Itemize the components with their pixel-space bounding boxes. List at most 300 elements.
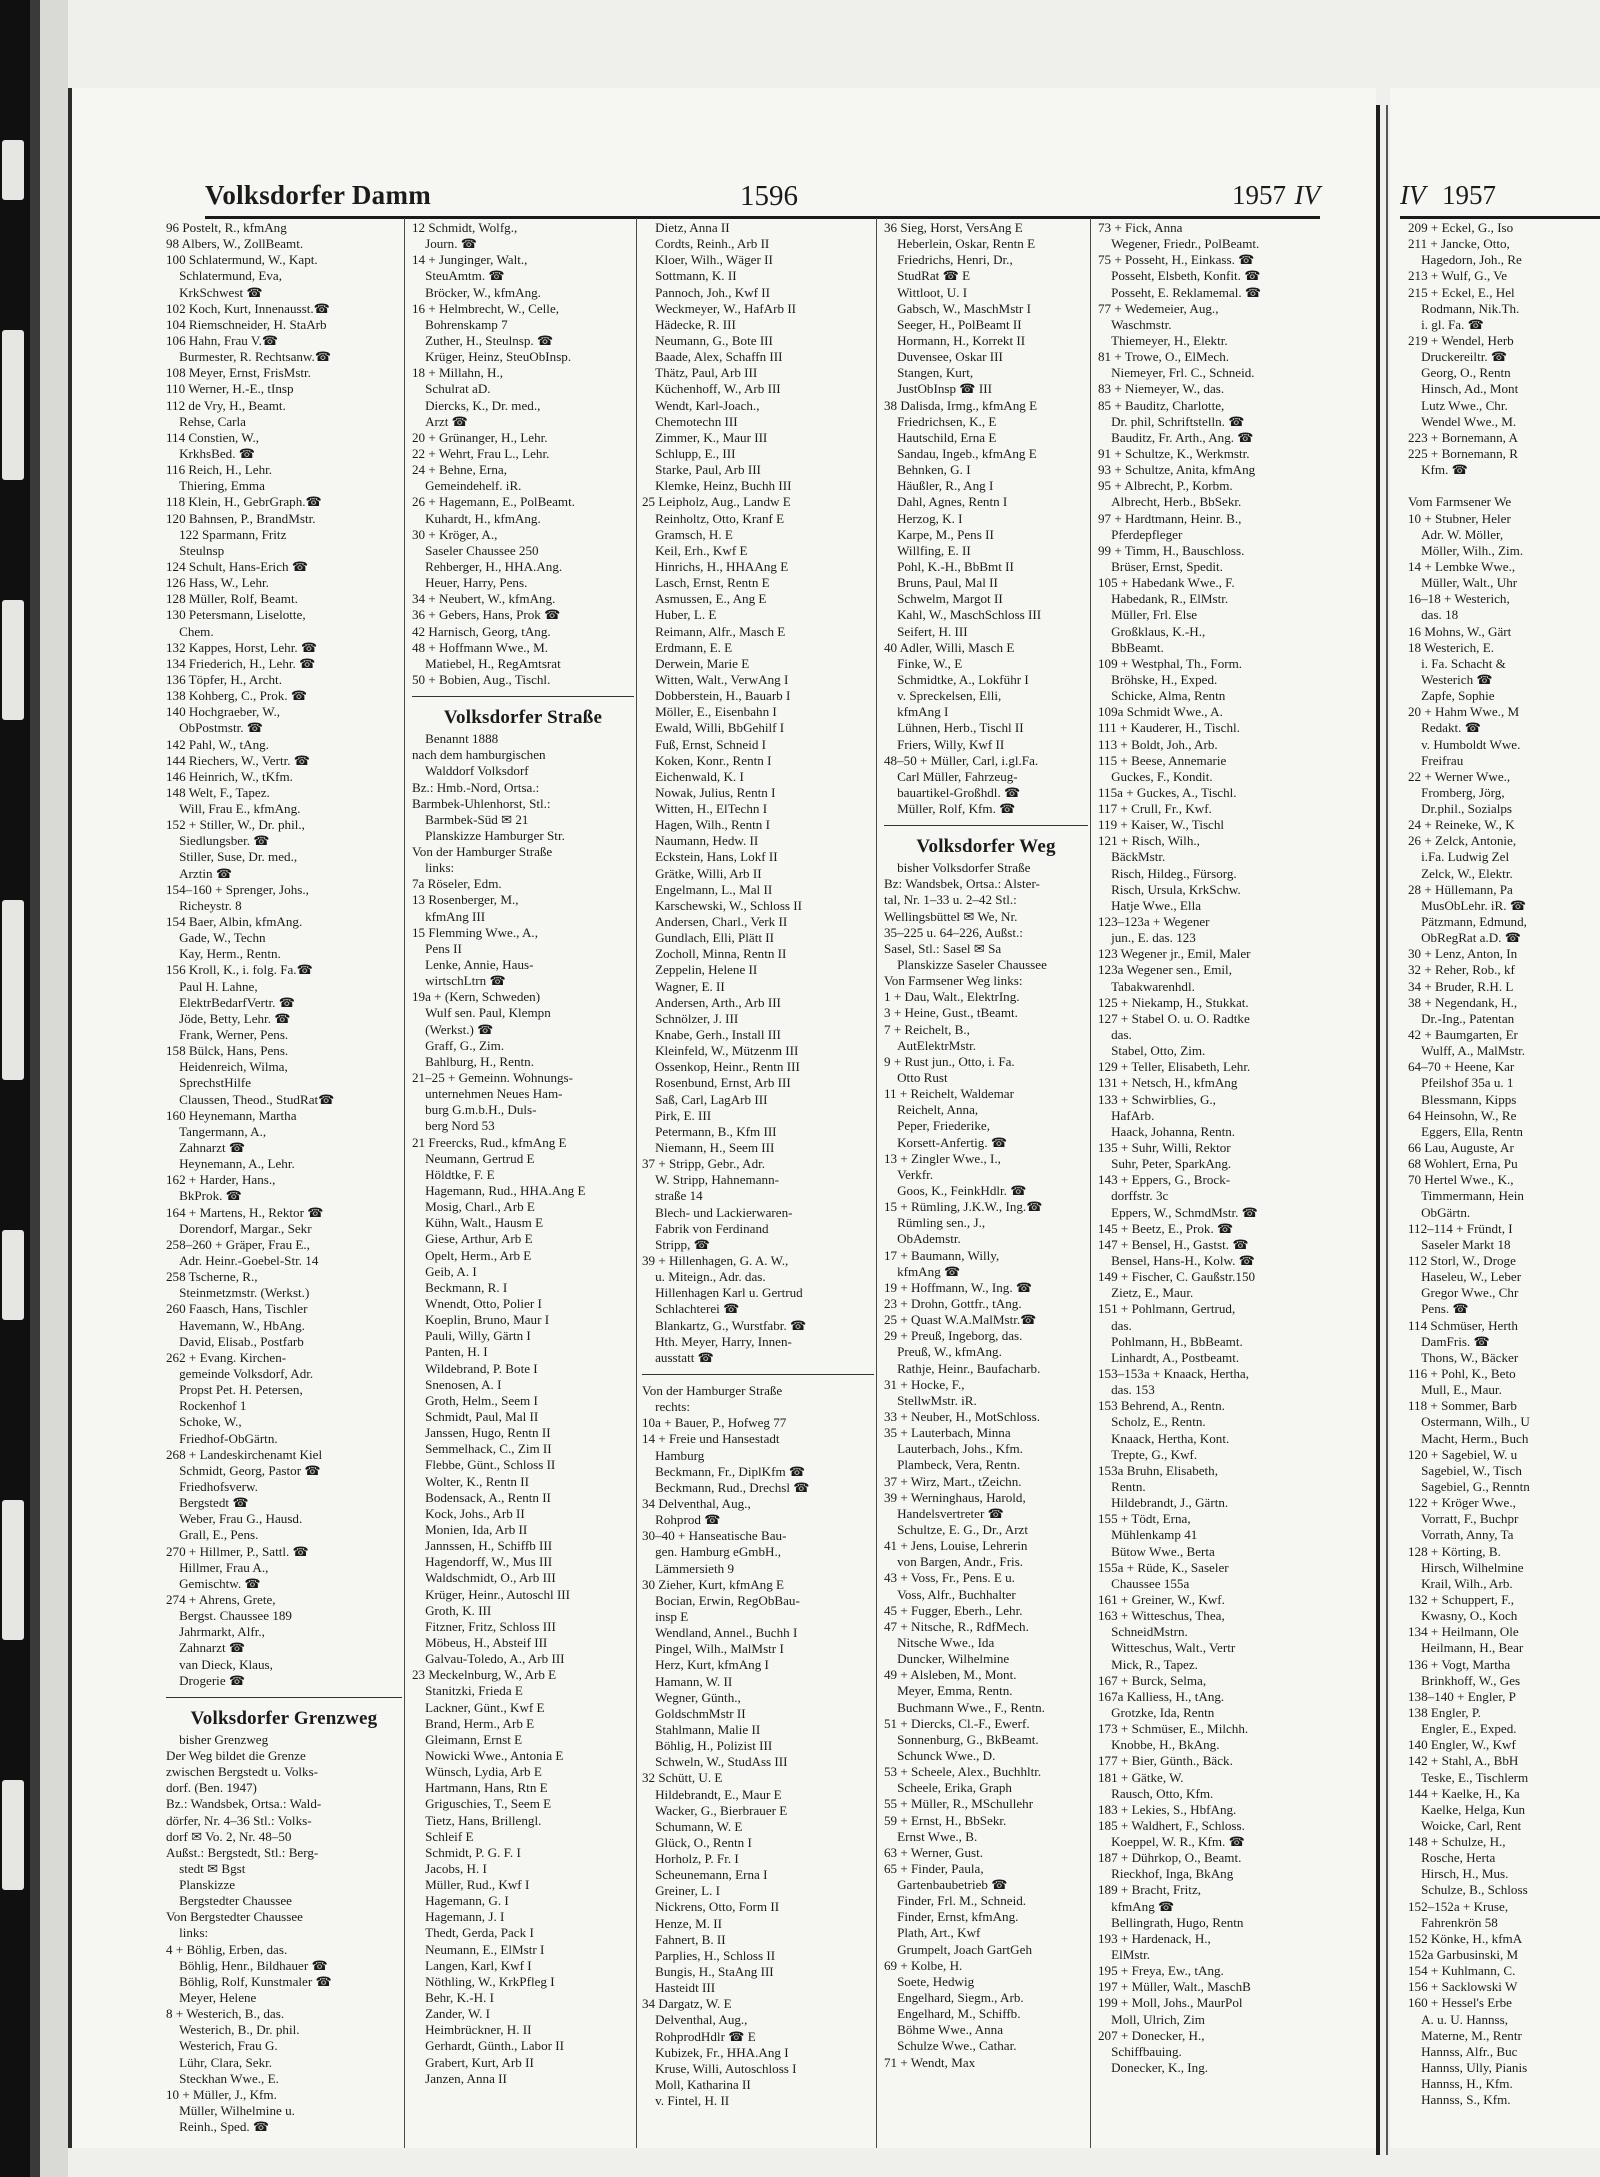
- list-entry: Trepte, G., Kwf.: [1098, 1446, 1198, 1462]
- list-entry: Mosig, Charl., Arb E: [412, 1199, 535, 1215]
- list-entry: 155 + Tödt, Erna,: [1098, 1511, 1191, 1527]
- list-entry: Meyer, Helene: [166, 1990, 257, 2006]
- list-entry: Vorratt, F., Buchpr: [1408, 1511, 1519, 1527]
- list-entry: Hasteidt III: [642, 1980, 716, 1996]
- list-entry: Tangermann, A.,: [166, 1123, 267, 1139]
- list-entry: Flebbe, Günt., Schloss II: [412, 1457, 556, 1473]
- list-entry: 152 Könke, H., kfmA: [1408, 1930, 1523, 1946]
- list-entry: DamFris. ☎: [1408, 1333, 1490, 1349]
- list-entry: 120 + Sagebiel, W. u: [1408, 1446, 1518, 1462]
- list-entry: Propst Pet. H. Petersen,: [166, 1382, 303, 1398]
- list-entry: Pfeilshof 35a u. 1: [1408, 1075, 1514, 1091]
- list-entry: Stiller, Suse, Dr. med.,: [166, 849, 298, 865]
- list-entry: Fahrenkrön 58: [1408, 1914, 1498, 1930]
- list-entry: 50 + Bobien, Aug., Tischl.: [412, 671, 551, 687]
- list-entry: Groth, K. III: [412, 1602, 492, 1618]
- list-entry: Finder, Ernst, kfmAng.: [884, 1909, 1019, 1925]
- list-entry: Nowicki Wwe., Antonia E: [412, 1747, 564, 1763]
- list-entry: links:: [166, 1925, 209, 1941]
- list-entry: Karpe, M., Pens II: [884, 526, 994, 542]
- list-entry: Chemotechn III: [642, 413, 738, 429]
- list-entry: 28 + Hüllemann, Pa: [1408, 881, 1513, 897]
- list-entry: 143 + Eppers, G., Brock-: [1098, 1172, 1231, 1188]
- list-entry: Friedhofsverw.: [166, 1478, 258, 1494]
- list-entry: Schmidt, Georg, Pastor ☎: [166, 1462, 321, 1478]
- list-entry: Rathje, Heinr., Baufacharb.: [884, 1360, 1041, 1376]
- list-entry: Blankartz, G., Wurstfabr. ☎: [642, 1317, 807, 1333]
- list-entry: Lackner, Günt., Kwf E: [412, 1699, 545, 1715]
- list-entry: 15 + Rümling, J.K.W., Ing.☎: [884, 1199, 1043, 1215]
- page-header: [205, 172, 1320, 219]
- list-entry: 24 + Behne, Erna,: [412, 462, 508, 478]
- list-entry: Thiemeyer, H., Elektr.: [1098, 332, 1228, 348]
- list-entry: Schulze Wwe., Cathar.: [884, 2038, 1017, 2054]
- list-entry: Wnendt, Otto, Polier I: [412, 1296, 542, 1311]
- list-entry: Albrecht, Herb., BbSekr.: [1098, 494, 1242, 510]
- list-entry: Bocian, Erwin, RegObBau-: [642, 1592, 800, 1608]
- list-entry: Benannt 1888: [412, 731, 499, 747]
- list-entry: 85 + Bauditz, Charlotte,: [1098, 397, 1225, 413]
- list-entry: Pens. ☎: [1408, 1301, 1469, 1317]
- list-entry: Stabel, Otto, Zim.: [1098, 1043, 1206, 1059]
- list-entry: 134 Friederich, H., Lehr. ☎: [166, 655, 316, 671]
- list-entry: Druckereiltr. ☎: [1408, 349, 1508, 365]
- list-entry: Behnken, G. I: [884, 462, 971, 478]
- list-entry: David, Elisab., Postfarb: [166, 1333, 304, 1349]
- list-entry: Lauterbach, Johs., Kfm.: [884, 1441, 1023, 1457]
- list-entry: Bellingrath, Hugo, Rentn: [1098, 1914, 1244, 1930]
- list-entry: 95 + Albrecht, P., Korbm.: [1098, 478, 1233, 494]
- list-entry: Horholz, P. Fr. I: [642, 1851, 739, 1867]
- list-entry: 43 + Voss, Fr., Pens. E u.: [884, 1570, 1015, 1586]
- list-entry: 51 + Diercks, Cl.-F., Ewerf.: [884, 1715, 1030, 1731]
- list-entry: 113 + Boldt, Joh., Arb.: [1098, 736, 1218, 752]
- list-entry: Seeger, H., PolBeamt II: [884, 316, 1022, 332]
- list-entry: Gemischtw. ☎: [166, 1575, 261, 1591]
- list-entry: Barmbek-Süd ✉ 21: [412, 811, 529, 827]
- list-entry: Heimbrückner, H. II: [412, 2022, 532, 2038]
- list-entry: 20 + Hahm Wwe., M: [1408, 704, 1520, 720]
- list-entry: Soete, Hedwig: [884, 1973, 975, 1989]
- list-entry: Hartmann, Hans, Rtn E: [412, 1780, 548, 1796]
- list-entry: Arztin ☎: [166, 865, 233, 881]
- list-entry: Hildebrandt, J., Gärtn.: [1098, 1495, 1229, 1511]
- list-entry: Zahnarzt ☎: [166, 1640, 246, 1656]
- list-entry: rechts:: [642, 1399, 690, 1415]
- list-entry: Korsett-Anfertig. ☎: [884, 1134, 1008, 1150]
- list-entry: 110 Werner, H.-E., tInsp: [166, 381, 294, 397]
- list-entry: u. Miteign., Adr. das.: [642, 1269, 766, 1285]
- list-entry: Nitsche Wwe., Ida: [884, 1634, 995, 1650]
- list-entry: Moll, Katharina II: [642, 2077, 751, 2093]
- list-entry: Schmidt, Paul, Mal II: [412, 1408, 539, 1424]
- list-entry: 26 + Hagemann, E., PolBeamt.: [412, 494, 576, 510]
- list-entry: Heidenreich, Wilma,: [166, 1059, 288, 1075]
- section-title: Volksdorfer Grenzweg: [190, 1707, 378, 1729]
- list-entry: ObRegRat a.D. ☎: [1408, 930, 1522, 946]
- list-entry: Claussen, Theod., StudRat☎: [166, 1091, 335, 1107]
- list-entry: Teske, E., Tischlerm: [1408, 1769, 1529, 1785]
- list-entry: bauartikel-Großhdl. ☎: [884, 784, 1021, 800]
- column-divider: [404, 218, 405, 2148]
- list-entry: 258 Tscherne, R.,: [166, 1269, 258, 1285]
- list-entry: Möller, E., Eisenbahn I: [642, 704, 777, 720]
- list-entry: Rausch, Otto, Kfm.: [1098, 1785, 1214, 1801]
- list-entry: RohprodHdlr ☎ E: [642, 2028, 756, 2044]
- list-entry: 30 + Kröger, A.,: [412, 526, 498, 542]
- list-entry: Wünsch, Lydia, Arb E: [412, 1764, 542, 1780]
- list-entry: Ernst Wwe., B.: [884, 1828, 978, 1844]
- list-entry: 35 + Lauterbach, Minna: [884, 1425, 1011, 1441]
- column-1: [166, 220, 402, 2150]
- list-entry: Posseht, Elsbeth, Konfit. ☎: [1098, 268, 1261, 284]
- list-entry: 99 + Timm, H., Bauschloss.: [1098, 542, 1245, 558]
- list-entry: 48–50 + Müller, Carl, i.gl.Fa.: [884, 752, 1039, 768]
- list-entry: Vorrath, Anny, Ta: [1408, 1527, 1514, 1543]
- list-entry: Hamburg: [642, 1447, 705, 1463]
- list-entry: SchneidMstrn.: [1098, 1624, 1188, 1640]
- list-entry: Handelsvertreter ☎: [884, 1505, 1004, 1521]
- section-separator: [884, 817, 1088, 826]
- list-entry: Steckhan Wwe., E.: [166, 2070, 279, 2086]
- list-entry: Pannoch, Joh., Kwf II: [642, 284, 771, 300]
- list-entry: gen. Hamburg eGmbH.,: [642, 1544, 782, 1560]
- list-entry: 70 Hertel Wwe., K.,: [1408, 1172, 1514, 1188]
- list-entry: 153–153a + Knaack, Hertha,: [1098, 1365, 1250, 1381]
- list-entry: 49 + Alsleben, M., Mont.: [884, 1667, 1017, 1683]
- list-entry: Schlupp, E., III: [642, 445, 736, 461]
- list-entry: Keil, Erh., Kwf E: [642, 542, 748, 558]
- list-entry: Cordts, Reinh., Arb II: [642, 236, 770, 252]
- list-entry: Engelmann, L., Mal II: [642, 881, 773, 897]
- list-entry: 152a Garbusinski, M: [1408, 1947, 1519, 1963]
- list-entry: Neumann, G., Bote III: [642, 332, 773, 348]
- list-entry: Böhlig, Rolf, Kunstmaler ☎: [166, 1973, 332, 1989]
- list-entry: 21 Freercks, Rud., kfmAng E: [412, 1134, 567, 1150]
- list-entry: Wellingsbüttel ✉ We, Nr.: [884, 908, 1018, 924]
- list-entry: Friedrichs, Henri, Dr.,: [884, 252, 1013, 268]
- list-entry: Starke, Paul, Arb III: [642, 462, 761, 478]
- list-entry: 132 Kappes, Horst, Lehr. ☎: [166, 639, 318, 655]
- list-entry: Wolter, K., Rentn II: [412, 1473, 529, 1489]
- list-entry: Heberlein, Oskar, Rentn E: [884, 236, 1036, 252]
- list-entry: Lutz Wwe., Chr.: [1408, 397, 1508, 413]
- list-entry: 262 + Evang. Kirchen-: [166, 1349, 287, 1365]
- list-entry: Havemann, W., HbAng.: [166, 1317, 305, 1333]
- list-entry: Richeystr. 8: [166, 897, 242, 913]
- list-entry: 102 Koch, Kurt, Innenausst.☎: [166, 300, 330, 316]
- list-entry: Krail, Wilh., Arb.: [1408, 1575, 1513, 1591]
- list-entry: 199 + Moll, Johs., MaurPol: [1098, 1995, 1243, 2011]
- list-entry: Fromberg, Jörg,: [1408, 784, 1505, 800]
- list-entry: Paul H. Lahne,: [166, 978, 258, 994]
- list-entry: 167a Kalliess, H., tAng.: [1098, 1688, 1225, 1704]
- list-entry: Stanitzki, Frieda E: [412, 1683, 523, 1699]
- list-entry: 114 Constien, W.,: [166, 429, 259, 445]
- list-entry: Thedt, Gerda, Pack I: [412, 1925, 534, 1941]
- list-entry: 26 + Zelck, Antonie,: [1408, 833, 1517, 849]
- list-entry: von Bargen, Andr., Fris.: [884, 1554, 1024, 1570]
- list-entry: Arzt ☎: [412, 413, 468, 429]
- list-entry: 146 Heinrich, W., tKfm.: [166, 768, 293, 784]
- list-entry: Materne, M., Rentr: [1408, 2027, 1522, 2043]
- list-entry: Finke, W., E: [884, 655, 963, 671]
- list-entry: 154 + Kuhlmann, C.: [1408, 1963, 1516, 1979]
- list-entry: Gundlach, Elli, Plätt II: [642, 930, 775, 946]
- list-entry: Schicke, Alma, Rentn: [1098, 688, 1226, 704]
- list-entry: ObAdemstr.: [884, 1231, 961, 1247]
- list-entry: 81 + Trowe, O., ElMech.: [1098, 349, 1230, 365]
- list-entry: Schumann, W. E: [642, 1818, 743, 1834]
- list-entry: Rehse, Carla: [166, 413, 246, 429]
- section-separator: [412, 688, 634, 697]
- list-entry: 22 + Wehrt, Frau L., Lehr.: [412, 445, 550, 461]
- list-entry: 53 + Scheele, Alex., Buchhltr.: [884, 1764, 1042, 1780]
- list-entry: Hannss, H., Kfm.: [1408, 2076, 1513, 2092]
- list-entry: 18 Westerich, E.: [1408, 639, 1494, 655]
- list-entry: Kubizek, Fr., HHA.Ang I: [642, 2044, 789, 2060]
- list-entry: 20 + Grünanger, H., Lehr.: [412, 429, 548, 445]
- list-entry: Eppers, W., SchmdMstr. ☎: [1098, 1204, 1258, 1220]
- list-entry: 75 + Posseht, H., Einkass. ☎: [1098, 252, 1255, 268]
- list-entry: Kaelke, Helga, Kun: [1408, 1801, 1526, 1817]
- list-entry: Fitzner, Fritz, Schloss III: [412, 1618, 556, 1634]
- list-entry: Bergstedter Chaussee: [166, 1893, 292, 1909]
- list-entry: Sandau, Ingeb., kfmAng E: [884, 445, 1037, 461]
- list-entry: Hagemann, Rud., HHA.Ang E: [412, 1183, 586, 1199]
- list-entry: 274 + Ahrens, Grete,: [166, 1591, 276, 1607]
- list-entry: zwischen Bergstedt u. Volks-: [166, 1764, 319, 1780]
- list-entry: Hannss, S., Kfm.: [1408, 2092, 1511, 2108]
- list-entry: Hillmer, Frau A.,: [166, 1559, 269, 1575]
- list-entry: 11 + Reichelt, Waldemar: [884, 1086, 1014, 1102]
- list-entry: Greiner, L. I: [642, 1883, 721, 1899]
- list-entry: Griguschies, T., Seem E: [412, 1796, 552, 1812]
- list-entry: Schwelm, Margot II: [884, 591, 1003, 607]
- list-entry: 109a Schmidt Wwe., A.: [1098, 704, 1223, 720]
- list-entry: Hagemann, G. I: [412, 1893, 509, 1909]
- list-entry: tal, Nr. 1–33 u. 2–42 Stl.:: [884, 892, 1017, 908]
- list-entry: Pohlmann, H., BbBeamt.: [1098, 1333, 1243, 1349]
- list-entry: StellwMstr. iR.: [884, 1392, 977, 1408]
- list-entry: Janssen, Hugo, Rentn II: [412, 1425, 551, 1441]
- list-entry: Thiering, Emma: [166, 478, 265, 494]
- list-entry: Der Weg bildet die Grenze: [166, 1747, 306, 1763]
- list-entry: Großklaus, K.-H.,: [1098, 623, 1206, 639]
- list-entry: Adr. Heinr.-Goebel-Str. 14: [166, 1253, 319, 1268]
- list-entry: Müller, Rolf, Kfm. ☎: [884, 801, 1016, 817]
- list-entry: Rockenhof 1: [166, 1398, 247, 1414]
- list-entry: ObGärtn.: [1408, 1204, 1471, 1220]
- list-entry: Pferdepfleger: [1098, 526, 1183, 542]
- list-entry: 30–40 + Hanseatische Bau-: [642, 1528, 787, 1544]
- list-entry: Mick, R., Tapez.: [1098, 1656, 1198, 1672]
- list-entry: 21–25 + Gemeinn. Wohnungs-: [412, 1070, 574, 1086]
- list-entry: Sasel, Stl.: Sasel ✉ Sa: [884, 940, 1002, 956]
- list-entry: ausstatt ☎: [642, 1349, 714, 1365]
- list-entry: Hautschild, Erna E: [884, 429, 997, 445]
- list-entry: Geib, A. I: [412, 1263, 477, 1279]
- column-6: [1408, 220, 1600, 2150]
- list-entry: Frank, Werner, Pens.: [166, 1027, 289, 1043]
- list-entry: 152–152a + Kruse,: [1408, 1898, 1509, 1914]
- list-entry: Voss, Alfr., Buchhalter: [884, 1586, 1016, 1602]
- col2-lines: [412, 220, 634, 688]
- list-entry: 147 + Bensel, H., Gastst. ☎: [1098, 1236, 1249, 1252]
- list-entry: Bütow Wwe., Berta: [1098, 1543, 1215, 1559]
- list-entry: 39 + Hillenhagen, G. A. W.,: [642, 1253, 789, 1268]
- list-entry: Scholz, E., Rentn.: [1098, 1414, 1206, 1430]
- list-entry: Karschewski, W., Schloss II: [642, 897, 803, 913]
- list-entry: Heynemann, A., Lehr.: [166, 1156, 295, 1172]
- list-entry: Jacobs, H. I: [412, 1860, 487, 1876]
- list-entry: Hatje Wwe., Ella: [1098, 897, 1202, 913]
- list-entry: 23 + Drohn, Gottfr., tAng.: [884, 1296, 1022, 1311]
- list-entry: 128 Müller, Rolf, Beamt.: [166, 591, 298, 607]
- list-entry: 132 + Schuppert, F.,: [1408, 1591, 1514, 1607]
- list-entry: v. Spreckelsen, Elli,: [884, 688, 1002, 704]
- list-entry: Dr.-Ing., Patentan: [1408, 1010, 1515, 1026]
- list-entry: Diercks, K., Dr. med.,: [412, 397, 541, 413]
- list-entry: Müller, Frl. Else: [1098, 607, 1198, 623]
- list-entry: Seifert, H. III: [884, 623, 968, 639]
- list-entry: Wacker, G., Bierbrauer E: [642, 1802, 788, 1818]
- list-entry: Niemann, H., Seem III: [642, 1140, 775, 1156]
- col4-lines: [884, 220, 1088, 817]
- list-entry: Kruse, Willi, Autoschloss I: [642, 2060, 797, 2076]
- list-entry: 112–114 + Fründt, I: [1408, 1220, 1513, 1236]
- list-entry: Stripp, ☎: [642, 1236, 710, 1252]
- list-entry: Plambeck, Vera, Rentn.: [884, 1457, 1021, 1473]
- list-entry: 19 + Hoffmann, W., Ing. ☎: [884, 1279, 1033, 1295]
- scan-edge: [0, 0, 68, 2177]
- list-entry: 10 + Stubner, Heler: [1408, 510, 1511, 526]
- list-entry: Dorendorf, Margar., Sekr: [166, 1220, 312, 1236]
- list-entry: 38 + Negendank, H.,: [1408, 994, 1518, 1010]
- list-entry: Zocholl, Minna, Rentn II: [642, 946, 787, 962]
- list-entry: Koken, Konr., Rentn I: [642, 752, 772, 768]
- list-entry: Asmussen, E., Ang E: [642, 591, 767, 607]
- list-entry: 260 Faasch, Hans, Tischler: [166, 1301, 308, 1317]
- list-entry: 148 + Schulze, H.,: [1408, 1834, 1506, 1850]
- list-entry: 122 Sparmann, Fritz: [166, 526, 287, 542]
- col1-lines: [166, 220, 402, 1689]
- list-entry: Wendland, Annel., Buchh I: [642, 1625, 798, 1641]
- list-entry: 71 + Wendt, Max: [884, 2054, 976, 2070]
- list-entry: KrkhsBed. ☎: [166, 445, 256, 461]
- list-entry: Müller, Rud., Kwf I: [412, 1877, 530, 1893]
- list-entry: Scheunemann, Erna I: [642, 1867, 768, 1883]
- list-entry: Möller, Wilh., Zim.: [1408, 542, 1524, 558]
- list-entry: Pätzmann, Edmund,: [1408, 914, 1527, 930]
- list-entry: Zapfe, Sophie: [1408, 688, 1495, 704]
- list-entry: Scheele, Erika, Graph: [884, 1780, 1012, 1796]
- list-entry: Witteschus, Walt., Vertr: [1098, 1640, 1236, 1656]
- list-entry: 115 + Beese, Annemarie: [1098, 752, 1227, 768]
- list-entry: 154–160 + Sprenger, Johs.,: [166, 881, 309, 897]
- list-entry: Bz.: Hmb.-Nord, Ortsa.:: [412, 779, 540, 795]
- list-entry: 109 + Westphal, Th., Form.: [1098, 655, 1243, 671]
- list-entry: Habedank, R., ElMstr.: [1098, 591, 1229, 607]
- list-entry: Zietz, E., Maur.: [1098, 1285, 1194, 1301]
- list-entry: Gemeindehelf. iR.: [412, 478, 522, 494]
- list-entry: Wegener, Friedr., PolBeamt.: [1098, 236, 1260, 252]
- list-entry: Monien, Ida, Arb II: [412, 1521, 528, 1537]
- list-entry: 37 + Wirz, Mart., tZeichn.: [884, 1473, 1022, 1489]
- list-entry: Plath, Art., Kwf: [884, 1925, 981, 1941]
- list-entry: 219 + Wendel, Herb: [1408, 332, 1514, 348]
- list-entry: Waldschmidt, O., Arb III: [412, 1570, 556, 1586]
- list-entry: Lasch, Ernst, Rentn E: [642, 575, 770, 591]
- list-entry: Herzog, K. I: [884, 510, 963, 526]
- list-entry: Heuer, Harry, Pens.: [412, 575, 528, 591]
- list-entry: 45 + Fugger, Eberh., Lehr.: [884, 1602, 1023, 1618]
- list-entry: Dahl, Agnes, Rentn I: [884, 494, 1008, 510]
- list-entry: Mull, E., Maur.: [1408, 1382, 1502, 1398]
- list-entry: Barmbek-Uhlenhorst, Stl.:: [412, 795, 551, 811]
- list-entry: Haseleu, W., Leber: [1408, 1269, 1522, 1285]
- list-entry: 14 + Freie und Hansestadt: [642, 1431, 780, 1447]
- list-entry: Vom Farmsener We: [1408, 494, 1512, 510]
- list-entry: Willfing, E. II: [884, 542, 971, 558]
- list-entry: 123–123a + Wegener: [1098, 914, 1210, 930]
- list-entry: Grall, E., Pens.: [166, 1527, 259, 1543]
- section-separator: [166, 1689, 402, 1698]
- list-entry: Naumann, Hedw. II: [642, 833, 759, 849]
- list-entry: 96 Postelt, R., kfmAng: [166, 220, 287, 235]
- list-entry: Eichenwald, K. I: [642, 768, 744, 784]
- list-entry: Engler, E., Exped.: [1408, 1721, 1517, 1737]
- list-entry: BbBeamt.: [1098, 639, 1164, 655]
- list-entry: 29 + Preuß, Ingeborg, das.: [884, 1328, 1023, 1344]
- list-entry: Witten, H., ElTechn I: [642, 801, 768, 817]
- list-entry: Nowak, Julius, Rentn I: [642, 784, 776, 800]
- list-entry: 35–225 u. 64–226, Außst.:: [884, 924, 1023, 940]
- list-entry: Lühr, Clara, Sekr.: [166, 2054, 273, 2070]
- list-entry: Gade, W., Techn: [166, 930, 266, 946]
- list-entry: Schoke, W.,: [166, 1414, 242, 1430]
- list-entry: 106 Hahn, Frau V.☎: [166, 332, 279, 348]
- list-entry: Stangen, Kurt,: [884, 365, 974, 381]
- list-entry: GoldschmMstr II: [642, 1705, 746, 1721]
- list-entry: Fuß, Ernst, Schneid I: [642, 736, 767, 752]
- list-entry: Wendt, Karl-Joach.,: [642, 397, 760, 413]
- list-entry: 118 Klein, H., GebrGraph.☎: [166, 494, 322, 510]
- list-entry: Kay, Herm., Rentn.: [166, 946, 281, 962]
- list-entry: 156 Kroll, K., i. folg. Fa.☎: [166, 962, 313, 978]
- list-entry: Behr, K.-H. I: [412, 1990, 495, 2006]
- list-entry: nach dem hamburgischen: [412, 747, 546, 763]
- list-entry: HafArb.: [1098, 1107, 1155, 1123]
- list-entry: Stahlmann, Malie II: [642, 1721, 761, 1737]
- list-entry: Zahnarzt ☎: [166, 1140, 246, 1156]
- list-entry: 123 Wegener jr., Emil, Maler: [1098, 946, 1251, 962]
- list-entry: Pauli, Willy, Gärtn I: [412, 1328, 531, 1344]
- list-entry: 4 + Böhlig, Erben, das.: [166, 1941, 288, 1957]
- list-entry: 77 + Wedemeier, Aug.,: [1098, 300, 1219, 316]
- list-entry: Knobbe, H., BkAng.: [1098, 1737, 1220, 1753]
- list-entry: das.: [1098, 1317, 1132, 1333]
- list-entry: Groth, Helm., Seem I: [412, 1392, 538, 1408]
- list-entry: Sottmann, K. II: [642, 268, 737, 284]
- list-entry: Reinholtz, Otto, Kranf E: [642, 510, 785, 526]
- list-entry: 10 + Müller, J., Kfm.: [166, 2086, 277, 2102]
- list-entry: Hillenhagen Karl u. Gertrud: [642, 1285, 803, 1301]
- list-entry: Macht, Herm., Buch: [1408, 1430, 1529, 1446]
- list-entry: 140 Engler, W., Kwf: [1408, 1737, 1516, 1753]
- list-entry: 167 + Burck, Selma,: [1098, 1672, 1207, 1688]
- list-entry: Glück, O., Rentn I: [642, 1834, 752, 1850]
